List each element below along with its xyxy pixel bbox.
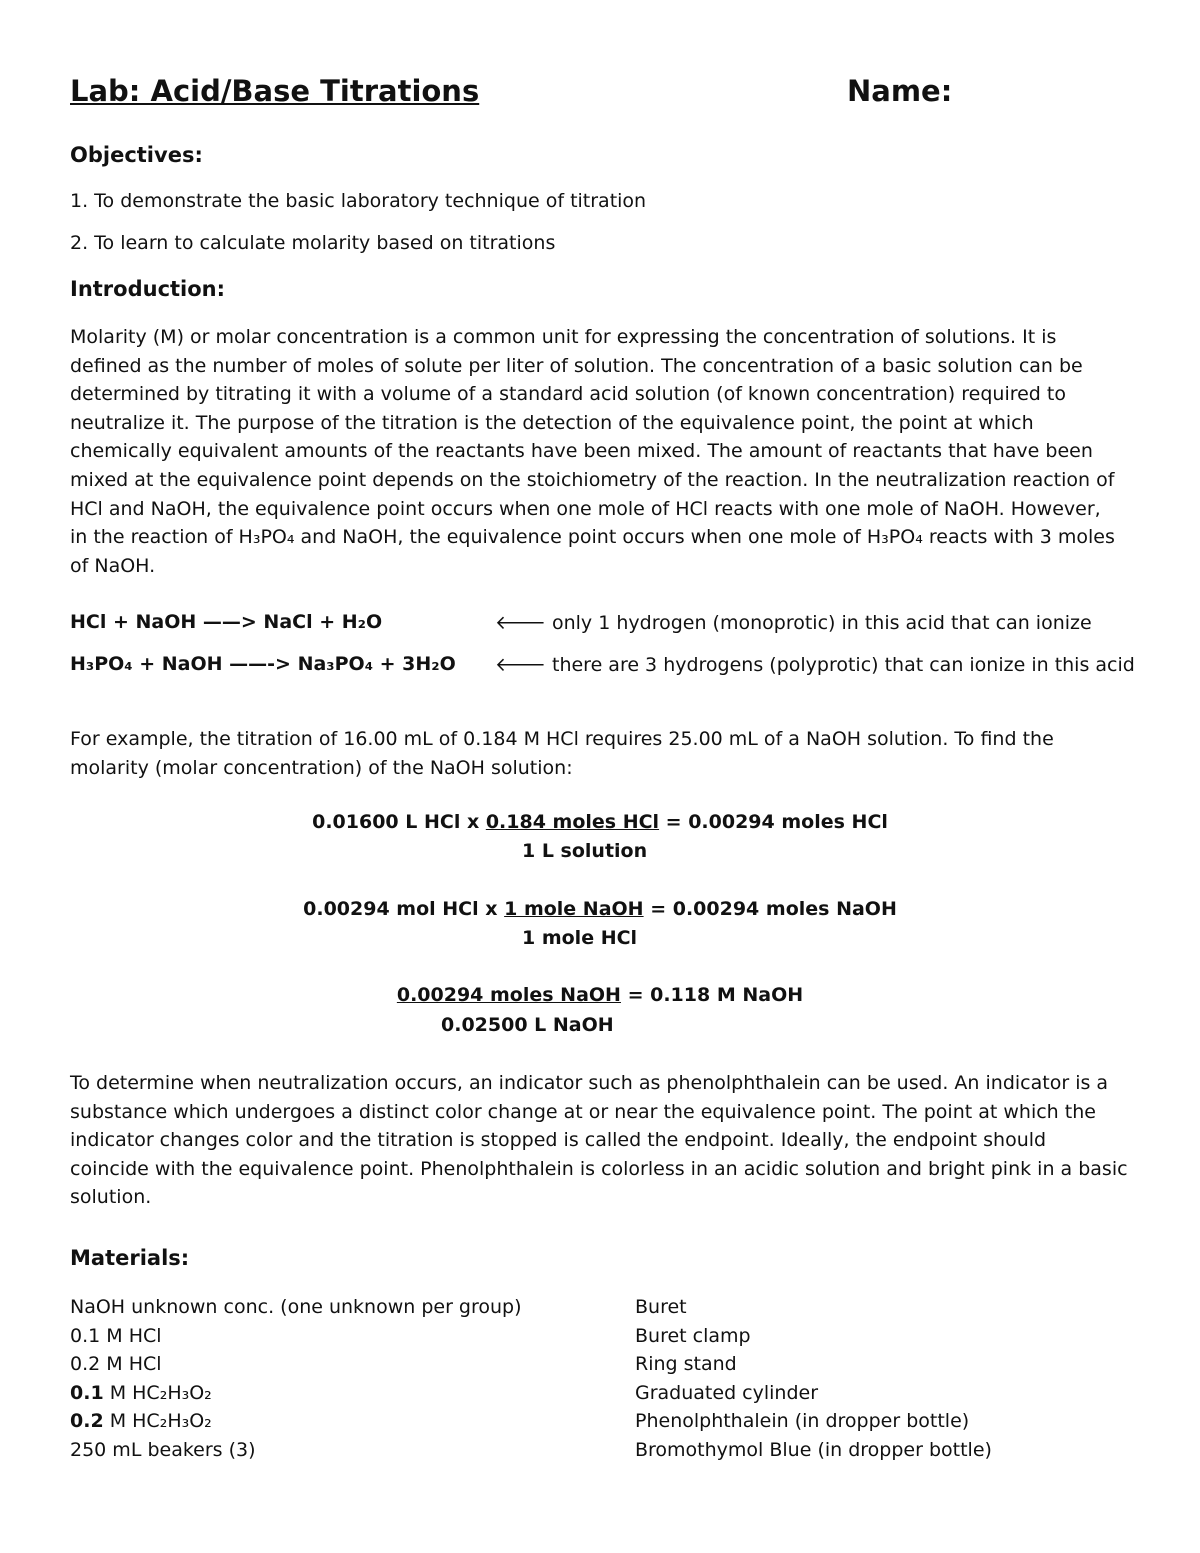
introduction-heading: Introduction: xyxy=(70,277,226,301)
reaction-equation: HCl + NaOH ——> NaCl + H₂O xyxy=(70,611,383,633)
paragraph-line: To determine when neutralization occurs, an indicator such as phenolphthalein can be used. An indicator is a xyxy=(70,1072,1109,1094)
paragraph-line: substance which undergoes a distinct color change at or near the equivalence point. The point at which the xyxy=(70,1100,1096,1123)
calculation-line: 0.01600 L HCl x 0.184 moles HCl = 0.00294 moles HCl xyxy=(312,811,888,833)
paragraph-line: neutralize it. The purpose of the titration is the detection of the equivalence point, the point at which xyxy=(70,411,1034,434)
paragraph-line: For example, the titration of 16.00 mL of 0.184 M HCl requires 25.00 mL of a NaOH solution. To find the xyxy=(70,728,1054,750)
paragraph-line: in the reaction of H₃PO₄ and NaOH, the equivalence point occurs when one mole of H₃PO₄ reacts with 3 moles xyxy=(70,526,1115,549)
paragraph-line: determined by titrating it with a volume of a standard acid solution (of known concentration) required to xyxy=(70,383,1066,406)
fraction-numerator: 0.184 moles HCl xyxy=(485,811,660,833)
fraction-denominator: 1 mole HCl xyxy=(522,927,638,949)
introduction-paragraph xyxy=(70,323,1135,580)
paragraph-line: indicator changes color and the titration is stopped is called the endpoint. Ideally, the endpoint should xyxy=(70,1129,1047,1152)
paragraph-line: solution. xyxy=(70,1186,152,1209)
materials-left-column xyxy=(70,1293,522,1465)
objective-item: 2. To learn to calculate molarity based on titrations xyxy=(70,232,556,254)
objectives-heading: Objectives: xyxy=(70,143,203,167)
paragraph-line: defined as the number of moles of solute per liter of solution. The concentration of a basic solution can be xyxy=(70,354,1083,377)
materials-right-column xyxy=(635,1293,992,1465)
material-item: Buret clamp xyxy=(635,1324,751,1347)
material-item: 0.2 M HCl xyxy=(70,1353,162,1376)
reaction-note: 🡐 only 1 hydrogen (monoprotic) in this acid that can ionize xyxy=(495,612,1092,634)
fraction-denominator: 1 L solution xyxy=(522,840,648,862)
materials-heading: Materials: xyxy=(70,1246,190,1270)
fraction-numerator: 1 mole NaOH xyxy=(504,898,644,920)
paragraph-line: coincide with the equivalence point. Phenolphthalein is colorless in an acidic solution and bright pink in a basic xyxy=(70,1157,1128,1180)
example-paragraph xyxy=(70,725,1135,782)
paragraph-line: of NaOH. xyxy=(70,554,156,577)
objective-item: 1. To demonstrate the basic laboratory technique of titration xyxy=(70,190,647,212)
material-item: Bromothymol Blue (in dropper bottle) xyxy=(635,1438,992,1461)
material-item: Phenolphthalein (in dropper bottle) xyxy=(635,1410,970,1433)
fraction-denominator: 0.02500 L NaOH xyxy=(441,1014,614,1036)
material-item: Graduated cylinder xyxy=(635,1381,819,1404)
material-item: Ring stand xyxy=(635,1353,737,1376)
paragraph-line: HCl and NaOH, the equivalence point occurs when one mole of HCl reacts with one mole of NaOH. However, xyxy=(70,497,1101,520)
reaction-note: 🡐 there are 3 hydrogens (polyprotic) that can ionize in this acid xyxy=(495,654,1135,676)
fraction-numerator: 0.00294 moles NaOH xyxy=(396,984,621,1006)
reaction-equation: H₃PO₄ + NaOH ——-> Na₃PO₄ + 3H₂O xyxy=(70,653,456,675)
material-item: Buret xyxy=(635,1296,687,1318)
calculation-line: 0.00294 mol HCl x 1 mole NaOH = 0.00294 moles NaOH xyxy=(303,898,897,920)
material-item: 250 mL beakers (3) xyxy=(70,1438,256,1461)
paragraph-line: Molarity (M) or molar concentration is a common unit for expressing the concentration of solutions. It is xyxy=(70,326,1057,348)
indicator-paragraph xyxy=(70,1069,1135,1212)
material-item: 0.1 M HC₂H₃O₂ xyxy=(70,1381,212,1404)
calculation-line: 0.00294 moles NaOH = 0.118 M NaOH xyxy=(396,984,804,1006)
paragraph-line: molarity (molar concentration) of the NaOH solution: xyxy=(70,756,573,779)
paragraph-line: mixed at the equivalence point depends on the stoichiometry of the reaction. In the neutralization reaction of xyxy=(70,468,1115,491)
page-title: Lab: Acid/Base Titrations xyxy=(70,74,480,108)
name-label: Name: xyxy=(847,74,953,108)
material-item: NaOH unknown conc. (one unknown per group) xyxy=(70,1296,522,1318)
paragraph-line: chemically equivalent amounts of the reactants have been mixed. The amount of reactants that have been xyxy=(70,440,1093,463)
material-item: 0.2 M HC₂H₃O₂ xyxy=(70,1410,212,1433)
material-item: 0.1 M HCl xyxy=(70,1324,162,1347)
